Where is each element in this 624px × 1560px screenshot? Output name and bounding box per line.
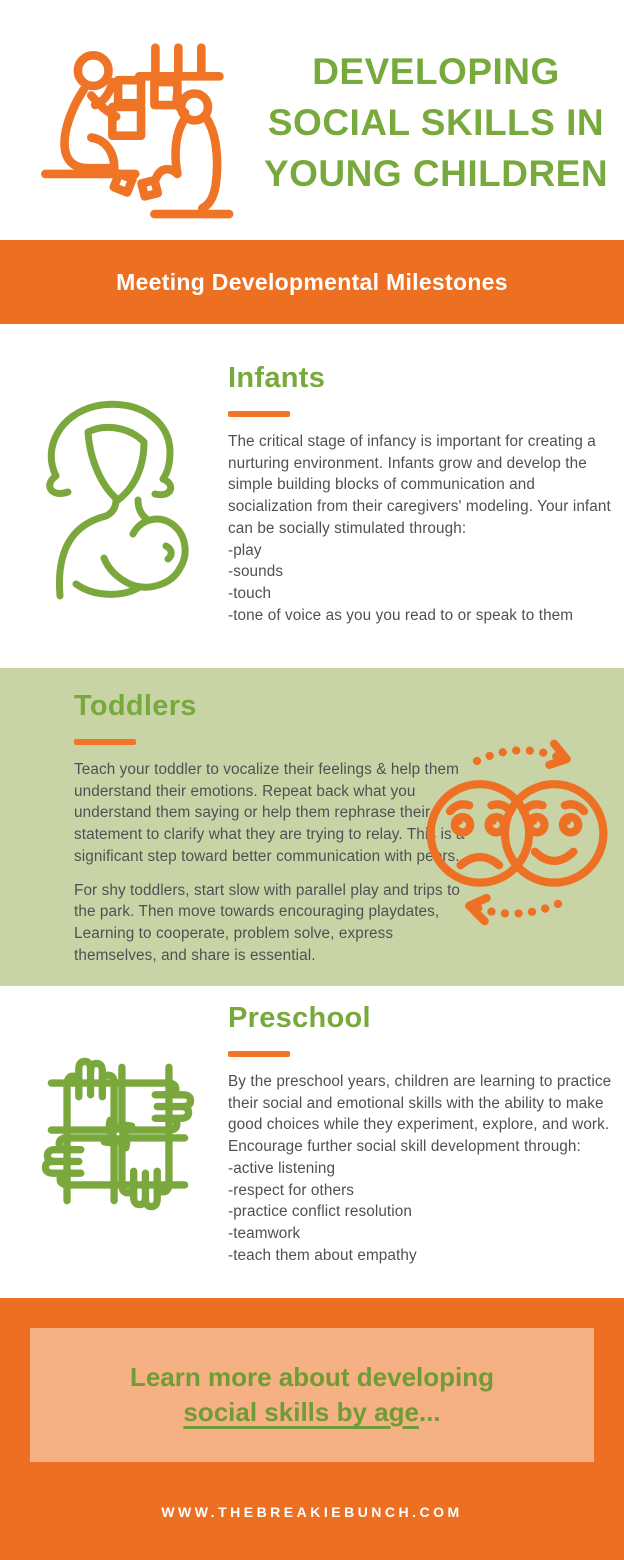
preschool-section xyxy=(228,1002,620,1266)
list-item: -teamwork xyxy=(228,1224,301,1242)
divider xyxy=(74,739,136,745)
list-item: -teach them about empathy xyxy=(228,1246,417,1264)
list-item: -tone of voice as you you read to or speak to them xyxy=(228,606,574,624)
footer xyxy=(0,1298,624,1560)
infants-section xyxy=(228,362,620,626)
list-item: -active listening xyxy=(228,1159,336,1177)
preschool-paragraph: By the preschool years, children are learning to practice their social and emotional skills with the ability to make good choices while they experiment, explore, and work. Encourage further social skill development through: xyxy=(228,1073,612,1156)
list-item: -practice conflict resolution xyxy=(228,1203,412,1221)
list-item: -play xyxy=(228,541,262,559)
website-url: WWW.THEBREAKIEBUNCH.COM xyxy=(161,1504,463,1520)
divider xyxy=(228,1051,290,1057)
toddlers-paragraph-2: For shy toddlers, start slow with parallel play and trips to the park. Then move towards encouraging playdates, Learning to cooperate, problem solve, express themselves, and share is essential. xyxy=(74,881,461,964)
cta-line-2 xyxy=(183,1395,440,1430)
toddlers-paragraph-1: Teach your toddler to vocalize their feelings & help them understand their emotions. Repeat back what you understand them saying or help them rephrase their statement to clarify what they are trying to relay. This is a significant step toward better communication with peers. xyxy=(74,761,465,865)
learn-more-callout[interactable] xyxy=(30,1328,594,1462)
cta-ellipsis: ... xyxy=(418,1397,441,1427)
list-item: -touch xyxy=(228,584,272,602)
infants-list xyxy=(228,540,620,627)
list-item: -sounds xyxy=(228,563,284,581)
adult-child-playing-blocks-icon xyxy=(32,32,252,224)
list-item: -respect for others xyxy=(228,1181,355,1199)
subtitle-text: Meeting Developmental Milestones xyxy=(116,268,508,295)
teamwork-hands-icon xyxy=(20,1034,216,1234)
toddlers-section xyxy=(0,668,624,986)
title-line: DEVELOPING xyxy=(312,51,560,92)
toddlers-heading: Toddlers xyxy=(74,690,197,722)
mother-holding-baby-icon xyxy=(30,388,210,603)
subtitle-banner xyxy=(0,240,624,324)
cta-line-1: Learn more about developing xyxy=(129,1362,495,1392)
infants-paragraph: The critical stage of infancy is important for creating a nurturing environment. Infants grow and develop the simple building blocks of communication and socialization from their caregivers' modeling. Your infant can be socially stimulated through: xyxy=(228,433,611,537)
title-line: YOUNG CHILDREN xyxy=(263,153,609,194)
divider xyxy=(228,411,290,417)
preschool-list xyxy=(228,1158,620,1267)
title-line: SOCIAL SKILLS IN xyxy=(267,102,605,143)
sad-happy-faces-cycle-icon xyxy=(415,734,620,927)
learn-more-link[interactable]: social skills by age xyxy=(183,1397,419,1427)
preschool-heading: Preschool xyxy=(228,1002,371,1034)
page-title xyxy=(256,46,616,199)
infants-heading: Infants xyxy=(228,362,326,394)
